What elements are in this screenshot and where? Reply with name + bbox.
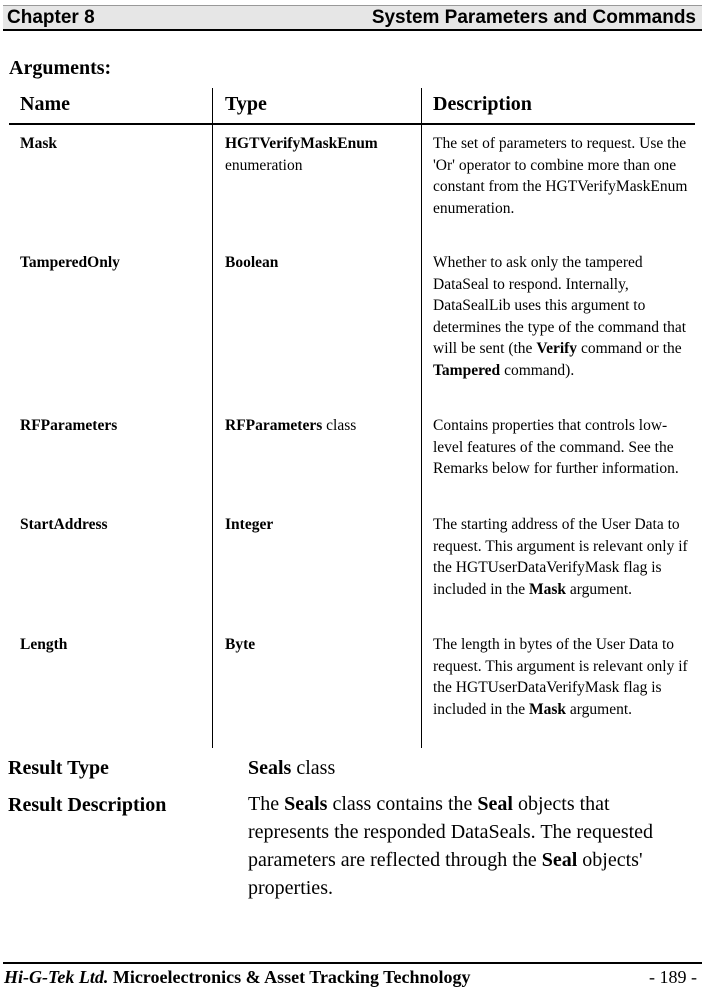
- result-description-label: Result Description: [8, 794, 167, 816]
- row-tamperedonly-description: [433, 252, 695, 382]
- row-mask-description: [433, 133, 695, 219]
- text-run: objects' properties.: [248, 849, 643, 899]
- text-run: command).: [500, 361, 575, 379]
- type-bold: HGTVerifyMaskEnum: [225, 135, 378, 152]
- footer-rule: [3, 962, 702, 964]
- column-header-description: Description: [433, 93, 532, 115]
- row-length-name: Length: [20, 636, 68, 653]
- page-footer: [4, 967, 470, 988]
- table-header-rule: [9, 123, 695, 125]
- result-type-label: Result Type: [8, 757, 109, 779]
- bold-term: Tampered: [433, 361, 501, 379]
- type-rest: enumeration: [225, 157, 303, 174]
- page-header: [3, 5, 702, 31]
- bold-term: Seal: [477, 793, 513, 815]
- footer-company: Hi-G-Tek Ltd.: [4, 967, 109, 987]
- chapter-title: System Parameters and Commands: [371, 7, 696, 28]
- footer-tagline: Microelectronics & Asset Tracking Technology: [108, 967, 471, 987]
- row-length-description: [433, 634, 695, 720]
- column-header-type: Type: [225, 93, 267, 115]
- row-length-type: [225, 634, 255, 656]
- row-mask-name: Mask: [20, 135, 58, 152]
- result-type-rest: class: [291, 757, 336, 779]
- type-bold: Integer: [225, 516, 274, 533]
- row-startaddress-description: [433, 514, 695, 600]
- text-run: command or the: [577, 340, 682, 358]
- bold-term: Verify: [536, 340, 578, 358]
- text-run: argument.: [566, 700, 633, 718]
- bold-term: Mask: [529, 700, 567, 718]
- page-number: - 189 -: [649, 967, 697, 987]
- row-tamperedonly-type: [225, 252, 278, 274]
- column-header-name: Name: [20, 93, 70, 115]
- type-bold: RFParameters: [225, 417, 323, 434]
- arguments-title: Arguments:: [9, 57, 112, 79]
- result-type-value: [248, 754, 688, 782]
- chapter-label: Chapter 8: [7, 7, 95, 28]
- text-run: The set of parameters to request. Use the 'Or' operator to combine more than one constant from the HGTVerifyMaskEnum enumeration.: [433, 135, 688, 217]
- row-startaddress-name: StartAddress: [20, 516, 108, 533]
- bold-term: Seal: [541, 849, 578, 871]
- row-tamperedonly-name: TamperedOnly: [20, 254, 120, 271]
- row-startaddress-type: [225, 514, 273, 536]
- bold-term: Mask: [529, 580, 567, 598]
- row-rfparameters-description: [433, 415, 695, 480]
- row-mask-type: [225, 133, 378, 177]
- text-run: class contains the: [327, 793, 478, 815]
- column-divider-1: [212, 88, 213, 748]
- type-bold: Byte: [225, 636, 256, 653]
- text-run: The: [248, 793, 285, 815]
- column-divider-2: [421, 88, 422, 748]
- text-run: argument.: [566, 580, 633, 598]
- type-bold: Boolean: [225, 254, 279, 271]
- text-run: Whether to ask only the tampered DataSeal to respond. Internally, DataSealLib uses this argument to determines the type of the command that will be sent (the: [433, 254, 687, 358]
- text-run: The starting address of the User Data to request. This argument is relevant only if the HGTUserDataVerifyMask flag is included in the: [433, 516, 688, 598]
- result-description-text: [248, 790, 688, 902]
- result-type-bold: Seals: [248, 757, 292, 779]
- text-run: objects that represents the responded DataSeals. The requested parameters are reflected through the: [248, 793, 654, 871]
- row-rfparameters-name: RFParameters: [20, 417, 118, 434]
- text-run: Contains properties that controls low-level features of the command. See the Remarks below for further information.: [433, 417, 679, 478]
- type-rest: class: [322, 417, 357, 434]
- bold-term: Seals: [284, 793, 328, 815]
- text-run: The length in bytes of the User Data to request. This argument is relevant only if the HGTUserDataVerifyMask flag is included in the: [433, 636, 688, 718]
- row-rfparameters-type: [225, 415, 356, 437]
